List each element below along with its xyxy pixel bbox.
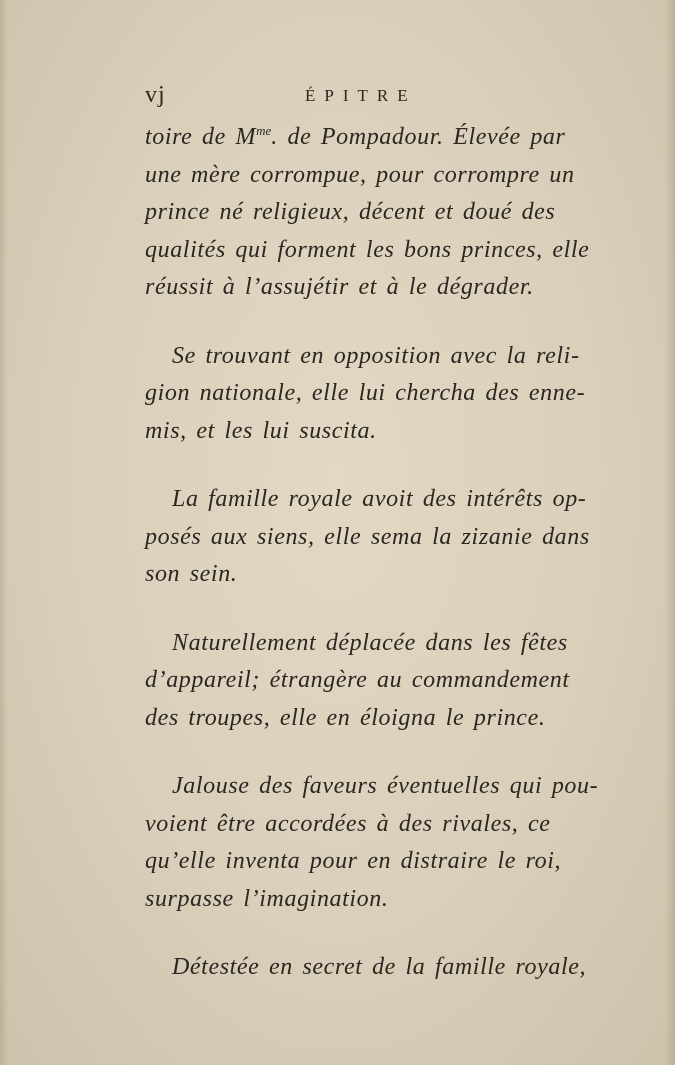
text-line: qu’elle inventa pour en distraire le roi, (145, 848, 562, 874)
text-line: d’appareil; étrangère au commandement (145, 667, 570, 693)
paragraph-5 (145, 768, 615, 918)
text-line: prince né religieux, décent et doué des (145, 199, 556, 225)
body-text (145, 112, 615, 1018)
text-line-part: toire de M (145, 124, 257, 150)
paragraph-3 (145, 481, 615, 594)
text-line-part: . de Pompadour. Élevée par (271, 124, 566, 150)
text-line: La famille royale avoit des intérêts op- (172, 486, 587, 512)
text-line: une mère corrompue, pour corrompre un (145, 161, 575, 188)
text-line: gion nationale, elle lui chercha des enne- (145, 380, 586, 406)
text-line: mis, et les lui suscita. (145, 417, 377, 444)
text-line: qualités qui forment les bons princes, elle (145, 236, 590, 263)
superscript-abbreviation: me (256, 123, 272, 138)
text-line: Détestée en secret de la famille royale, (172, 954, 587, 980)
text-line: Jalouse des faveurs éventuelles qui pou- (172, 773, 599, 799)
text-line: posés aux siens, elle sema la zizanie dans (145, 523, 590, 550)
text-line: des troupes, elle en éloigna le prince. (145, 704, 546, 731)
page-number: vj (145, 82, 166, 108)
running-head: ÉPITRE (305, 86, 417, 105)
text-line: réussit à l’assujétir et à le dégrader. (145, 274, 534, 300)
paragraph-2 (145, 338, 615, 451)
text-line: Naturellement déplacée dans les fêtes (172, 629, 568, 656)
page-right-edge (665, 0, 675, 1065)
paragraph-4 (145, 625, 615, 738)
text-line: Se trouvant en opposition avec la reli- (172, 342, 580, 369)
paragraph-6 (145, 949, 615, 987)
page-left-edge (0, 0, 8, 1065)
text-line: voient être accordées à des rivales, ce (145, 810, 551, 837)
paragraph-1 (145, 112, 615, 307)
text-line (145, 112, 615, 157)
text-line: surpasse l’imagination. (145, 885, 389, 912)
page-header (145, 78, 600, 110)
text-line: son sein. (145, 561, 238, 587)
